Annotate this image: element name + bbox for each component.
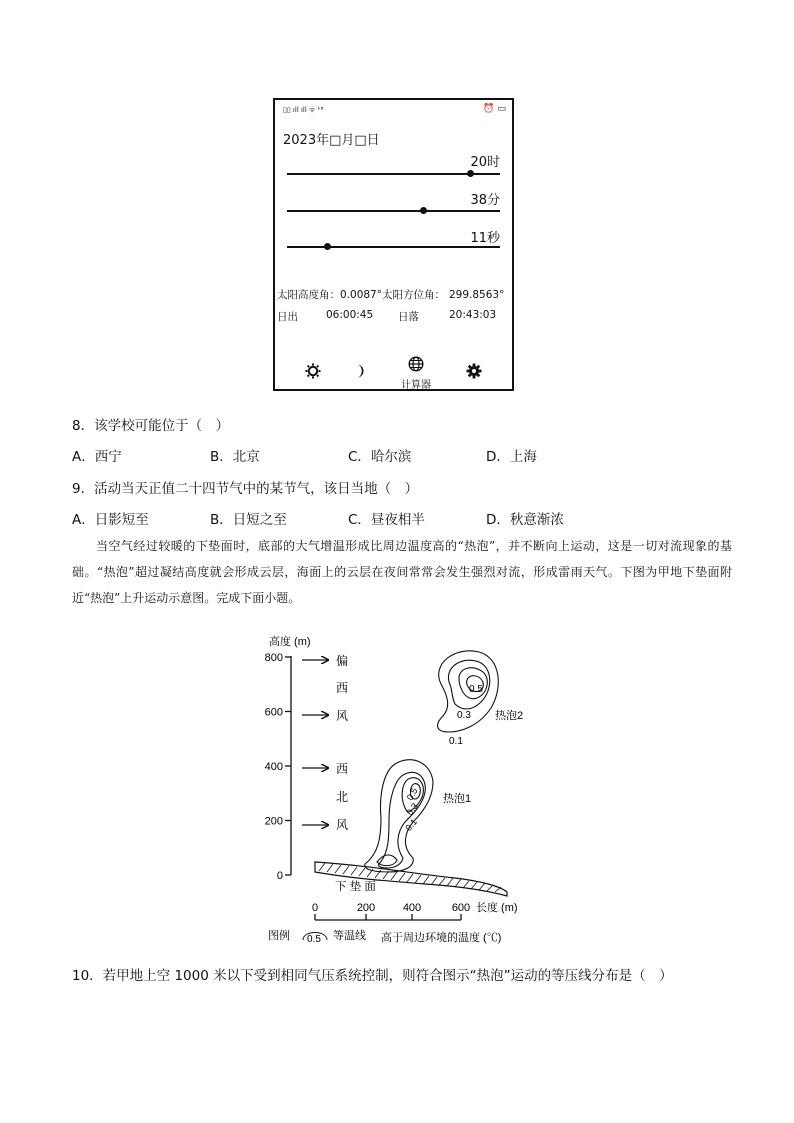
sunset-label: 日落: [398, 311, 419, 323]
sun-azimuth-value: 299.8563°: [449, 289, 505, 301]
b2-iso-0-5: 0.5: [469, 684, 483, 695]
sunset-value: 20:43:03: [449, 309, 497, 321]
hour-label: 20时: [470, 155, 500, 170]
y-tick-200: 200: [264, 815, 283, 828]
sun-altitude-label: 太阳高度角：: [277, 289, 340, 301]
sun-azimuth-label: 太阳方位角：: [382, 289, 445, 301]
thermal-bubble-diagram: [255, 628, 535, 948]
status-bar-left: ▯▯ ıll ıll ᯤ ᵏᴮ: [283, 106, 324, 114]
y-tick-0: 0: [276, 870, 283, 882]
status-bar-right: ⏰ ▭: [483, 104, 506, 114]
second-slider-handle[interactable]: [324, 243, 331, 250]
y-axis-label: 高度 (m): [269, 636, 311, 648]
wind-upper-3: 风: [336, 709, 349, 723]
q8-option-a[interactable]: A．西宁: [72, 449, 122, 465]
legend-sample-value: 0.5: [307, 934, 321, 945]
sunrise-value: 06:00:45: [326, 309, 374, 321]
hour-slider-handle[interactable]: [467, 170, 474, 177]
moon-icon[interactable]: [349, 363, 369, 383]
sunrise-label: 日出: [277, 311, 298, 323]
legend-title: 图例: [268, 930, 290, 942]
x-tick-600: 600: [451, 902, 471, 914]
phone-screen: [273, 98, 514, 391]
b1-iso-0-1: 0.1: [403, 816, 420, 833]
q9-option-a[interactable]: A．日影短至: [72, 512, 149, 528]
wind-lower-3: 风: [336, 818, 349, 832]
sun-icon[interactable]: [303, 363, 323, 383]
x-tick-400: 400: [402, 902, 422, 914]
minute-slider-handle[interactable]: [420, 207, 427, 214]
x-axis-label: 长度 (m): [476, 902, 518, 914]
y-tick-600: 600: [264, 706, 283, 719]
question-9-stem: 9．活动当天正值二十四节气中的某节气，该日当地（ ）: [72, 481, 419, 497]
minute-slider-track[interactable]: [287, 210, 500, 212]
y-tick-800: 800: [264, 652, 283, 664]
second-label: 11秒: [470, 231, 500, 246]
bubble-1-label: 热泡1: [443, 793, 472, 805]
question-8-stem: 8．该学校可能位于（ ）: [72, 418, 230, 434]
reading-passage: 当空气经过较暖的下垫面时，底部的大气增温形成比周边温度高的“热泡”，并不断向上运动，这是一切对流现象的基础。“热泡”超过凝结高度就会形成云层，海面上的云层在夜间常常会发生强烈对流，形成雷雨天气。下图为甲地下垫面附近“热泡”上升运动示意图。完成下面小题。: [72, 539, 732, 605]
legend-isotherm-label: 等温线: [333, 930, 366, 942]
wind-upper-2: 西: [336, 681, 349, 695]
minute-label: 38分: [470, 193, 500, 208]
b1-iso-0-3: 0.3: [404, 801, 420, 818]
globe-icon[interactable]: [406, 356, 426, 376]
legend-description: 高于周边环境的温度 (℃): [381, 932, 502, 944]
gear-icon[interactable]: [464, 363, 484, 383]
date-display: 2023年□月□日: [283, 133, 380, 148]
q9-option-d[interactable]: D．秋意渐浓: [486, 512, 564, 528]
wind-upper-1: 偏: [336, 654, 349, 668]
q9-option-c[interactable]: C．昼夜相半: [348, 512, 425, 528]
y-tick-400: 400: [264, 761, 283, 773]
q8-option-b[interactable]: B．北京: [210, 449, 260, 465]
wind-lower-2: 北: [336, 790, 349, 804]
b2-iso-0-3: 0.3: [457, 710, 471, 721]
bubble-2-label: 热泡2: [495, 710, 524, 722]
x-tick-0: 0: [311, 902, 319, 914]
b1-iso-0-5: 0.5: [404, 786, 420, 802]
q8-option-d[interactable]: D．上海: [486, 449, 537, 465]
sun-altitude-value: 0.0087°: [340, 289, 382, 301]
bubble-1-isotherms: [365, 760, 433, 872]
wind-arrows: [302, 660, 328, 825]
surface-label: 下 垫 面: [335, 881, 376, 893]
b2-iso-0-1: 0.1: [449, 736, 463, 747]
q8-option-c[interactable]: C．哈尔滨: [348, 449, 412, 465]
sun-info-row: [277, 287, 504, 302]
second-slider-track[interactable]: [287, 246, 500, 248]
wind-lower-1: 西: [336, 762, 349, 776]
calculator-label[interactable]: 计算器: [401, 380, 431, 391]
question-10-stem: 10．若甲地上空 1000 米以下受到相同气压系统控制，则符合图示“热泡”运动的等压线分布是（ ）: [72, 968, 673, 984]
x-tick-200: 200: [356, 902, 376, 914]
q9-option-b[interactable]: B．日短之至: [210, 512, 287, 528]
